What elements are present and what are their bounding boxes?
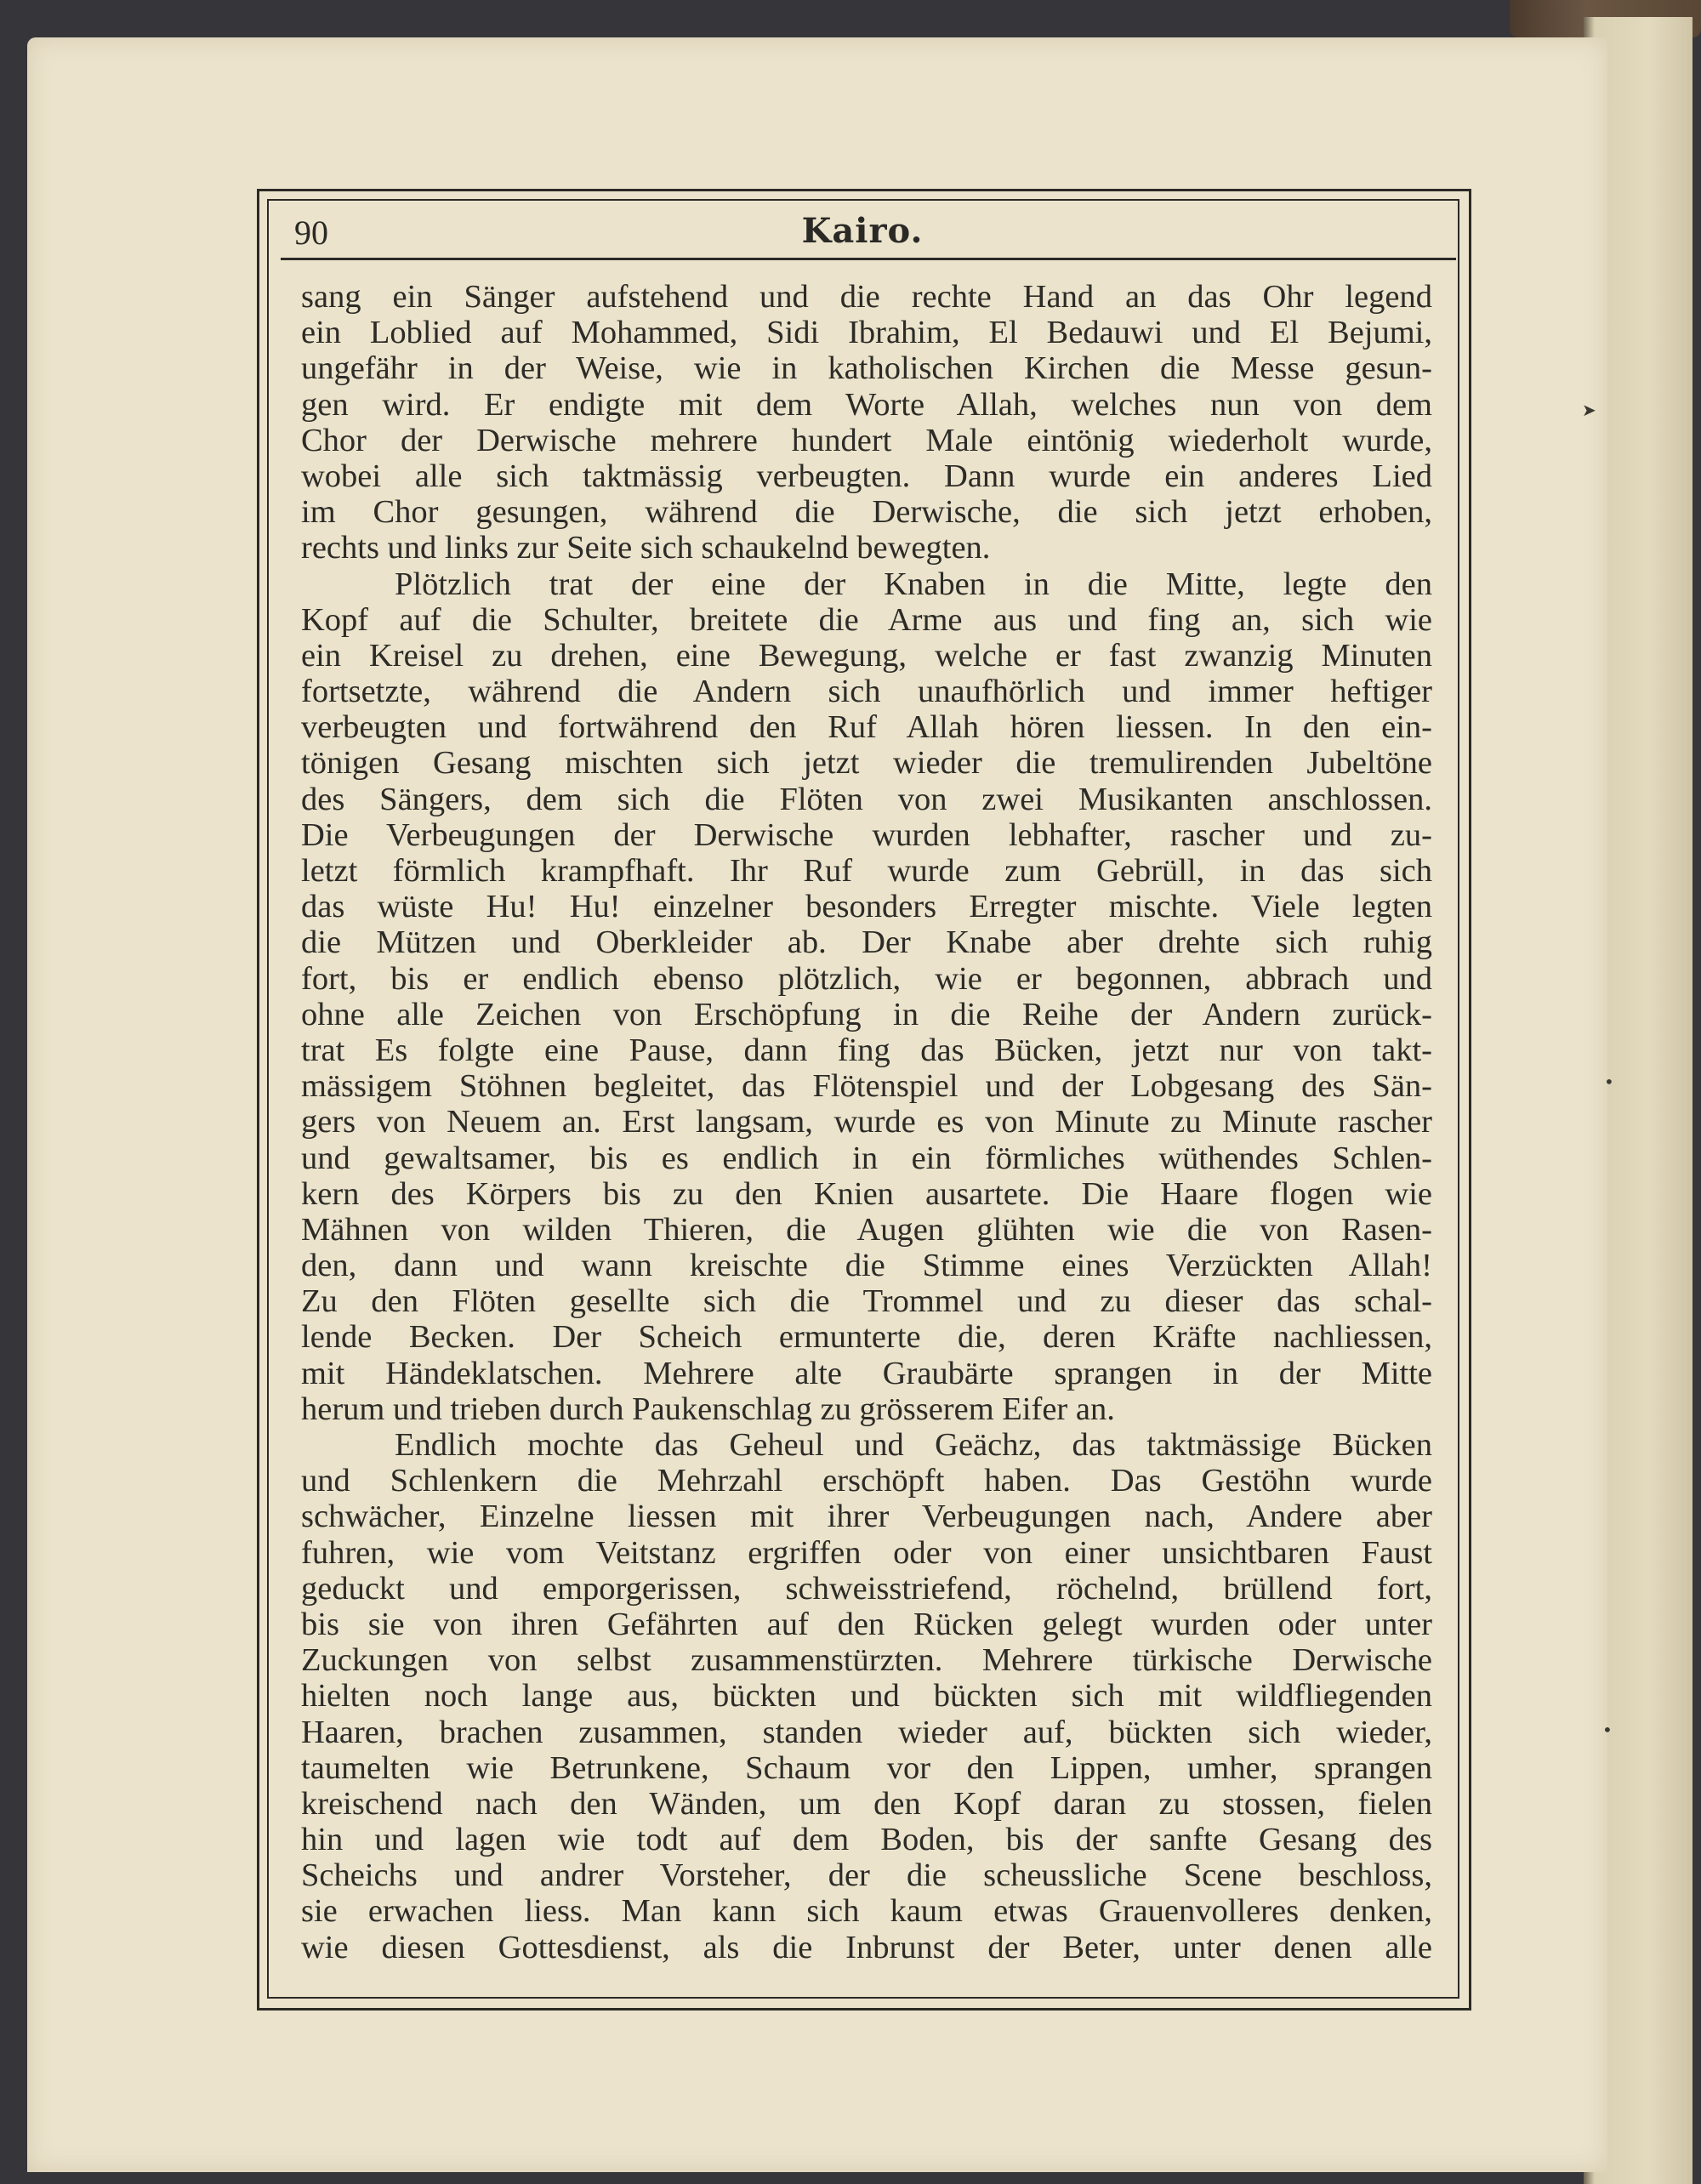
text-line: ein Loblied auf Mohammed, Sidi Ibrahim, El Bedauwi und El Bejumi, [301, 315, 1432, 351]
text-line: lende Becken. Der Scheich ermunterte die, deren Kräfte nachliessen, [301, 1319, 1432, 1356]
text-line: schwächer, Einzelne liessen mit ihrer Verbeugungen nach, Andere aber [301, 1499, 1432, 1535]
text-line: Mähnen von wilden Thieren, die Augen glühten wie die von Rasen- [301, 1211, 1432, 1248]
text-line: des Sängers, dem sich die Flöten von zwei Musikanten anschlossen. [301, 781, 1432, 817]
text-line: gen wird. Er endigte mit dem Worte Allah, welches nun von dem [301, 386, 1432, 423]
text-line: wobei alle sich taktmässig verbeugten. Dann wurde ein anderes Lied [301, 458, 1432, 494]
text-line: ein Kreisel zu drehen, eine Bewegung, welche er fast zwanzig Minuten [301, 637, 1432, 674]
margin-mark: ➤ [1582, 400, 1596, 420]
text-line: und gewaltsamer, bis es endlich in ein förmliches wüthendes Schlen- [301, 1140, 1432, 1176]
text-line: bis sie von ihren Gefährten auf den Rücken gelegt wurden oder unter [301, 1606, 1432, 1642]
text-line: Zu den Flöten gesellte sich die Trommel und zu dieser das schal- [301, 1283, 1432, 1320]
text-line: das wüste Hu! Hu! einzelner besonders Erregter mischte. Viele legten [301, 889, 1432, 925]
text-line: kreischend nach den Wänden, um den Kopf daran zu stossen, fielen [301, 1785, 1432, 1822]
text-line: geduckt und emporgerissen, schweisstriefend, röchelnd, brüllend fort, [301, 1570, 1432, 1607]
text-line: im Chor gesungen, während die Derwische, die sich jetzt erhoben, [301, 494, 1432, 531]
text-line: Endlich mochte das Geheul und Geächz, das taktmässige Bücken [395, 1427, 1432, 1463]
text-line: hin und lagen wie todt auf dem Boden, bis der sanfte Gesang des [301, 1822, 1432, 1858]
text-line: die Mützen und Oberkleider ab. Der Knabe aber drehte sich ruhig [301, 924, 1432, 961]
text-line: Plötzlich trat der eine der Knaben in die Mitte, legte den [395, 566, 1432, 602]
text-line: fort, bis er endlich ebenso plötzlich, wie er begonnen, abbrach und [301, 960, 1432, 997]
text-line: wie diesen Gottesdienst, als die Inbrunst der Beter, unter denen alle [301, 1929, 1432, 1965]
text-line: verbeugten und fortwährend den Ruf Allah hören liessen. In den ein- [301, 709, 1432, 746]
text-line: Kopf auf die Schulter, breitete die Arme aus und fing an, sich wie [301, 601, 1432, 638]
text-line: ohne alle Zeichen von Erschöpfung in die Reihe der Andern zurück- [301, 996, 1432, 1032]
text-line: mit Händeklatschen. Mehrere alte Graubärte sprangen in der Mitte [301, 1355, 1432, 1391]
text-line: kern des Körpers bis zu den Knien ausartete. Die Haare flogen wie [301, 1175, 1432, 1212]
text-line: Haaren, brachen zusammen, standen wieder auf, bückten sich wieder, [301, 1714, 1432, 1750]
text-line: taumelten wie Betrunkene, Schaum vor den Lippen, umher, sprangen [301, 1749, 1432, 1786]
text-line: den, dann und wann kreischte die Stimme eines Verzückten Allah! [301, 1248, 1432, 1284]
text-line: gers von Neuem an. Erst langsam, wurde es von Minute zu Minute rascher [301, 1104, 1432, 1140]
text-line: rechts und links zur Seite sich schaukelnd bewegten. [301, 530, 991, 566]
text-line: sie erwachen liess. Man kann sich kaum etwas Grauenvolleres denken, [301, 1893, 1432, 1930]
text-line: letzt förmlich krampfhaft. Ihr Ruf wurde zum Gebrüll, in das sich [301, 853, 1432, 889]
page-number: 90 [294, 213, 328, 252]
text-line: fortsetzte, während die Andern sich unaufhörlich und immer heftiger [301, 674, 1432, 710]
margin-mark: • [1602, 1720, 1613, 1740]
text-line: und Schlenkern die Mehrzahl erschöpft haben. Das Gestöhn wurde [301, 1463, 1432, 1499]
text-line: Zuckungen von selbst zusammenstürzten. Mehrere türkische Derwische [301, 1642, 1432, 1679]
text-line: hielten noch lange aus, bückten und bückten sich mit wildfliegenden [301, 1678, 1432, 1715]
body-text [301, 279, 1432, 1965]
text-line: tönigen Gesang mischten sich jetzt wieder die tremulirenden Jubeltöne [301, 745, 1432, 782]
text-line: herum und trieben durch Paukenschlag zu grösserem Eifer an. [301, 1391, 1115, 1427]
text-line: sang ein Sänger aufstehend und die rechte Hand an das Ohr legend [301, 279, 1432, 315]
margin-mark: • [1604, 1072, 1614, 1092]
text-line: trat Es folgte eine Pause, dann fing das Bücken, jetzt nur von takt- [301, 1032, 1432, 1068]
text-line: Scheichs und andrer Vorsteher, der die scheussliche Scene beschloss, [301, 1857, 1432, 1894]
text-line: fuhren, wie vom Veitstanz ergriffen oder von einer unsichtbaren Faust [301, 1534, 1432, 1571]
text-line: Chor der Derwische mehrere hundert Male eintönig wiederholt wurde, [301, 422, 1432, 458]
page-header [294, 208, 1431, 259]
header-rule [281, 258, 1456, 260]
text-line: mässigem Stöhnen begleitet, das Flötenspiel und der Lobgesang des Sän- [301, 1068, 1432, 1105]
text-line: ungefähr in der Weise, wie in katholischen Kirchen die Messe gesun- [301, 350, 1432, 387]
text-line: Die Verbeugungen der Derwische wurden lebhafter, rascher und zu- [301, 816, 1432, 853]
running-title: Kairo. [801, 211, 924, 251]
